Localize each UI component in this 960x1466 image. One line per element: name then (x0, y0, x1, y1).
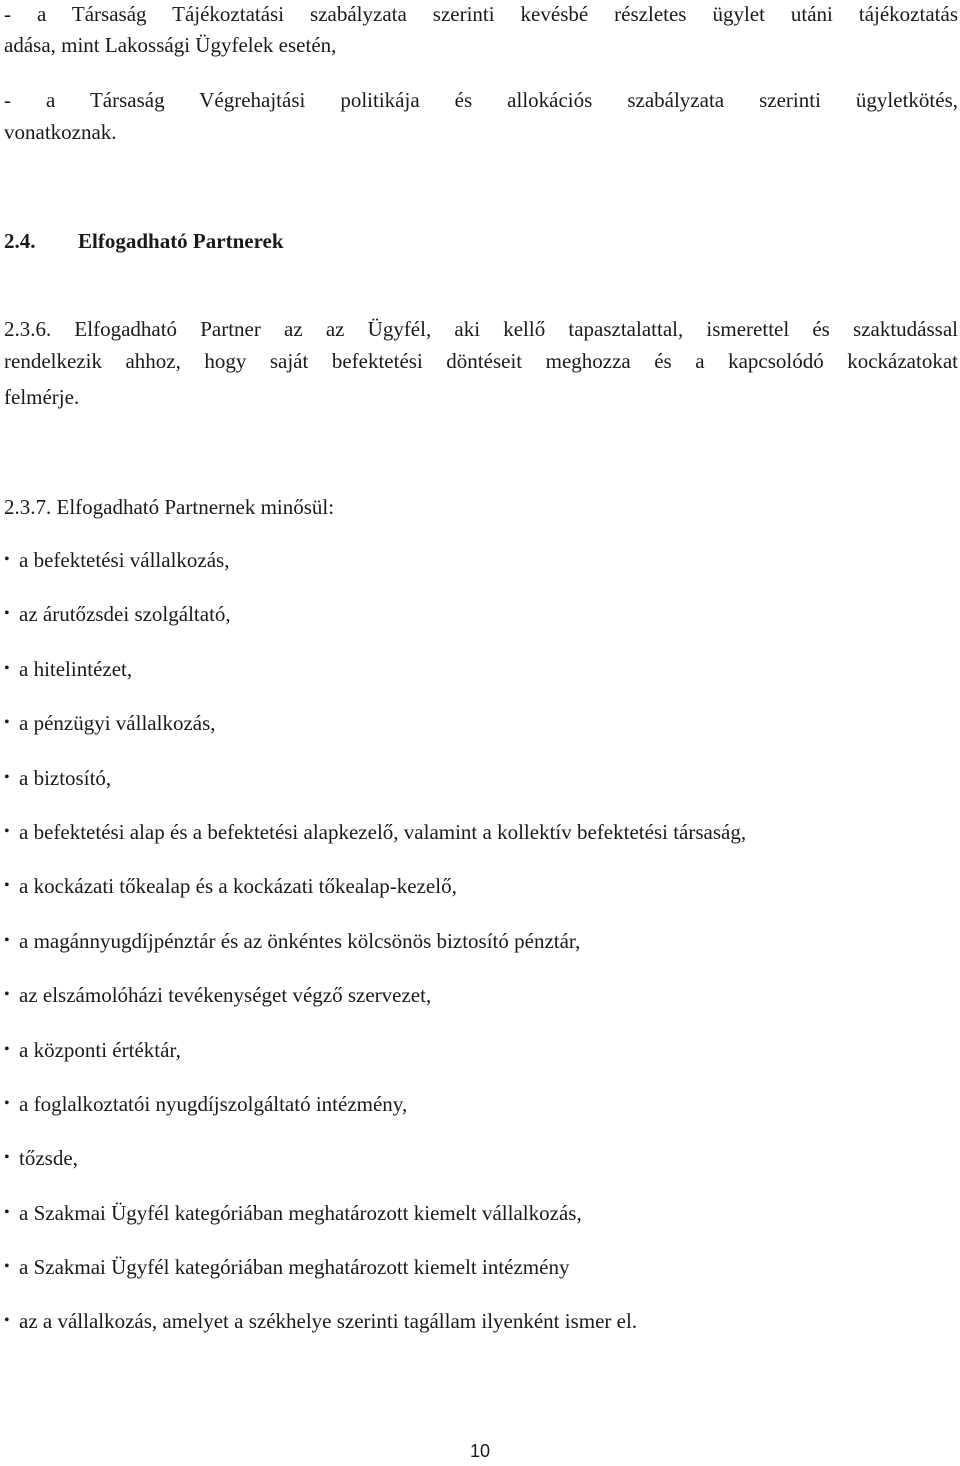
list-item-text: az a vállalkozás, amelyet a székhelye szerinti tagállam ilyenként ismer el. (19, 1309, 638, 1334)
bullet-icon: • (4, 714, 10, 732)
list-item-text: tőzsde, (19, 1146, 78, 1171)
list-item (4, 1307, 746, 1361)
bullet-icon: • (4, 1149, 10, 1167)
list-item-text: az elszámolóházi tevékenységet végző szervezet, (19, 983, 432, 1008)
list-item-text: a befektetési vállalkozás, (19, 548, 230, 572)
list-item-text: a befektetési alap és a befektetési alapkezelő, valamint a kollektív befektetési társaság, (19, 819, 747, 844)
list-item-text: az árutőzsdei szolgáltató, (19, 602, 231, 627)
bullet-icon: • (4, 1040, 10, 1058)
list-item-text: a hitelintézet, (19, 656, 133, 681)
list-item-text: a pénzügyi vállalkozás, (19, 711, 216, 736)
paragraph-line: felmérje. (4, 385, 80, 409)
bullet-icon: • (4, 877, 10, 895)
paragraph-line: vonatkoznak. (4, 120, 117, 144)
bullet-icon: • (4, 986, 10, 1004)
bullet-icon: • (4, 1094, 10, 1112)
bullet-icon: • (4, 822, 10, 840)
section-number: 2.4. (4, 229, 36, 253)
paragraph-line: 2.3.6. Elfogadható Partner az az Ügyfél, aki kellő tapasztalattal, ismerettel és szaktudással (4, 317, 958, 341)
eligible-partners-list (4, 546, 746, 1362)
section-title: Elfogadható Partnerek (78, 229, 284, 253)
bullet-icon: • (4, 931, 10, 949)
list-item (4, 709, 746, 763)
list-item (4, 546, 746, 600)
paragraph-intro: 2.3.7. Elfogadható Partnernek minősül: (4, 495, 335, 519)
list-item (4, 1036, 746, 1090)
list-item (4, 655, 746, 709)
paragraph-line: - a Társaság Tájékoztatási szabályzata szerinti kevésbé részletes ügylet utáni tájékoztatás (4, 2, 958, 26)
bullet-icon: • (4, 605, 10, 623)
list-item (4, 1199, 746, 1253)
list-item (4, 600, 746, 654)
list-item (4, 981, 746, 1035)
list-item-text: a Szakmai Ügyfél kategóriában meghatározott kiemelt vállalkozás, (19, 1200, 582, 1225)
list-item (4, 818, 746, 872)
list-item-text: a foglalkoztatói nyugdíjszolgáltató intézmény, (19, 1091, 408, 1116)
bullet-icon: • (4, 659, 10, 677)
list-item-text: a magánnyugdíjpénztár és az önkéntes kölcsönös biztosító pénztár, (19, 928, 581, 953)
bullet-icon: • (4, 1258, 10, 1276)
paragraph-line: rendelkezik ahhoz, hogy saját befektetési döntéseit meghozza és a kapcsolódó kockázatokat (4, 349, 958, 373)
list-item (4, 872, 746, 926)
bullet-icon: • (4, 551, 10, 568)
list-item (4, 1144, 746, 1198)
list-item-text: a kockázati tőkealap és a kockázati tőkealap-kezelő, (19, 874, 457, 899)
list-item-text: a központi értéktár, (19, 1037, 181, 1062)
list-item (4, 1090, 746, 1144)
bullet-icon: • (4, 1203, 10, 1221)
list-item (4, 764, 746, 818)
page-number: 10 (469, 1441, 491, 1461)
list-item-text: a biztosító, (19, 765, 112, 790)
section-heading (4, 227, 284, 255)
bullet-icon: • (4, 768, 10, 786)
bullet-icon: • (4, 1312, 10, 1330)
list-item (4, 927, 746, 981)
paragraph-line: adása, mint Lakossági Ügyfelek esetén, (4, 33, 337, 57)
list-item-text: a Szakmai Ügyfél kategóriában meghatározott kiemelt intézmény (19, 1255, 570, 1280)
list-item (4, 1253, 746, 1307)
paragraph-line: - a Társaság Végrehajtási politikája és allokációs szabályzata szerinti ügyletkötés, (4, 88, 958, 112)
